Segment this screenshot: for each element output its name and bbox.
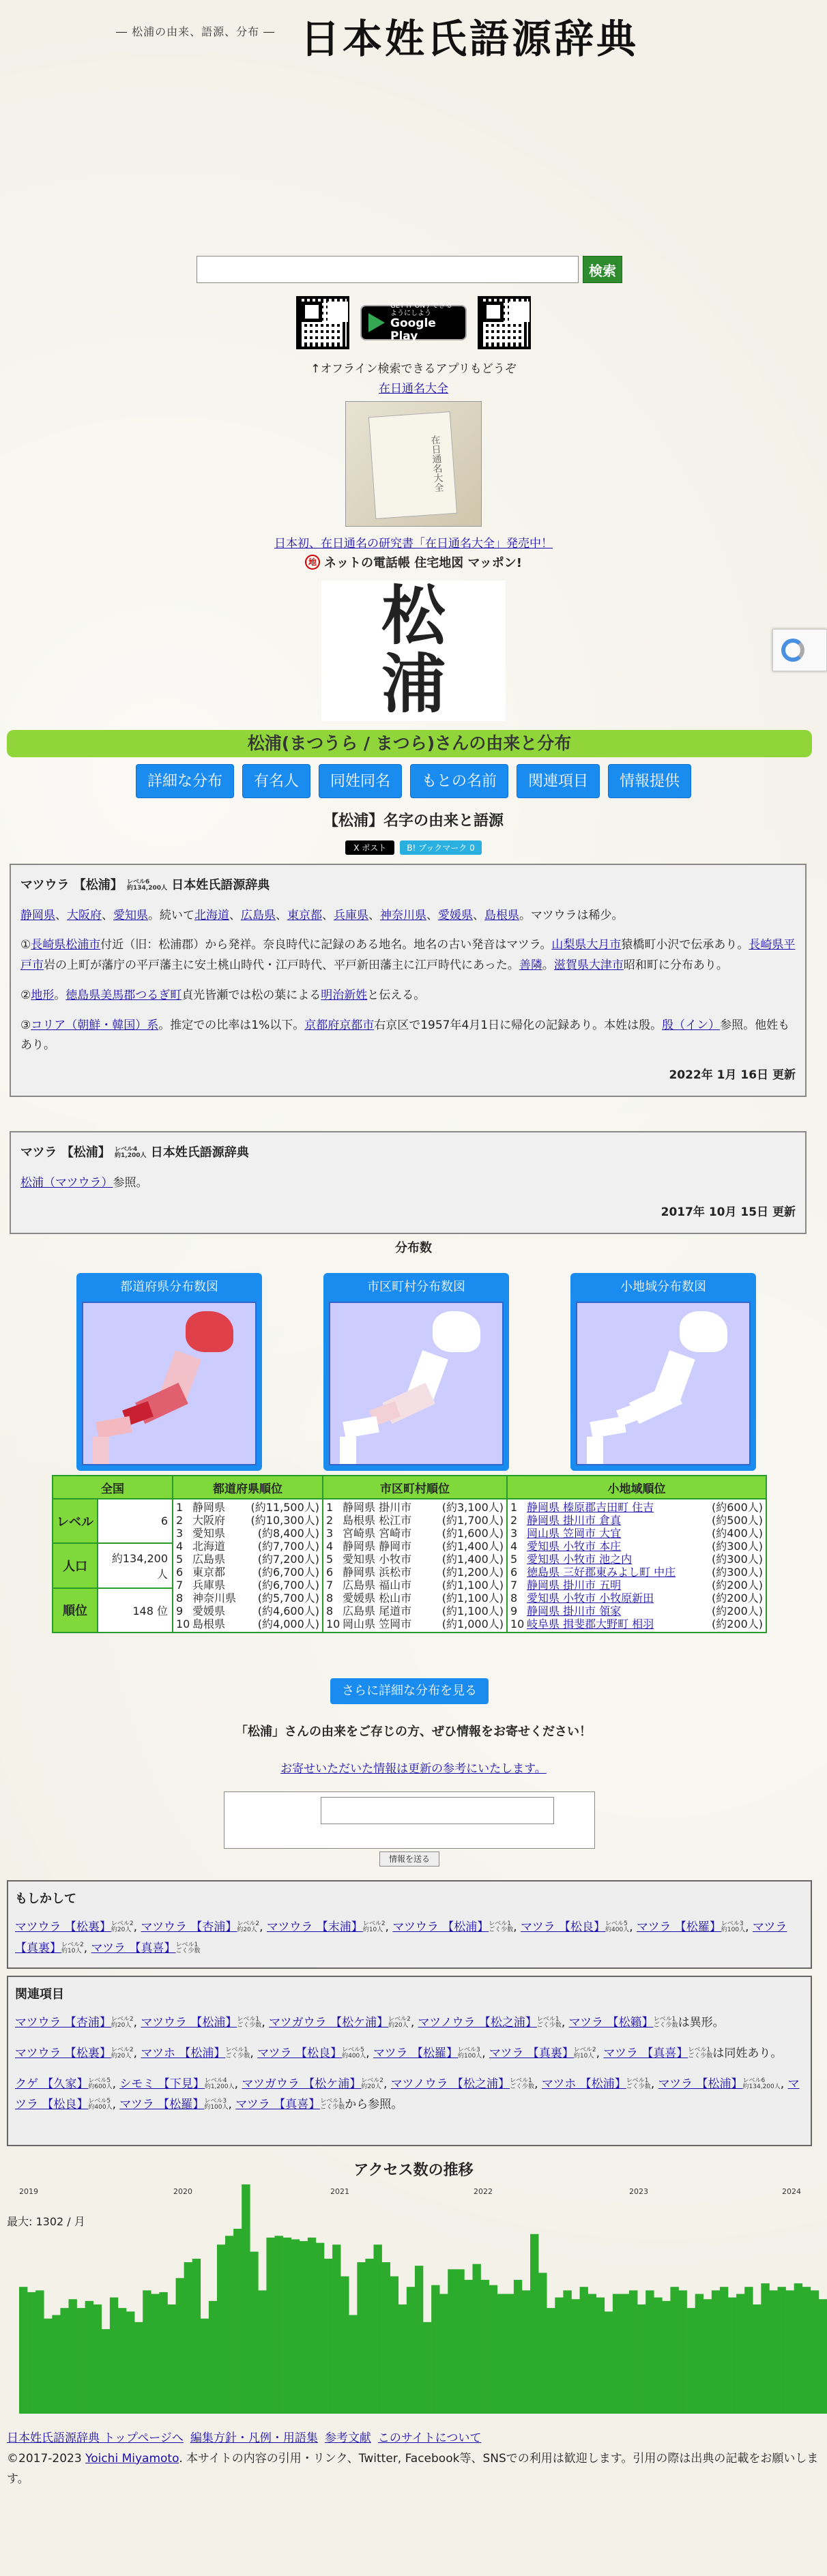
access-bar (159, 2292, 167, 2414)
access-bar (258, 2290, 266, 2414)
access-bar (126, 2311, 134, 2414)
rank-row: 2 静岡県 掛川市 倉真 (約500人) (510, 1514, 763, 1527)
year-label: 2023 (629, 2187, 648, 2196)
access-bar (349, 2315, 357, 2414)
footer-link-top[interactable]: 日本姓氏語源辞典 トップページへ (7, 2431, 184, 2445)
rank-place: 愛媛県 (192, 1605, 226, 1618)
access-bar (225, 2236, 233, 2414)
rank-place-link[interactable]: 静岡県 掛川市 倉真 (527, 1514, 622, 1527)
access-bar (703, 2299, 712, 2414)
search-input[interactable] (197, 256, 579, 283)
access-bar (340, 2277, 349, 2414)
promo-area (0, 296, 827, 721)
access-bar (514, 2280, 522, 2414)
population-label: 人口 (53, 1543, 98, 1587)
rank-place: 広島県 福山市 (343, 1579, 412, 1592)
nav-famous-button[interactable]: 有名人 (242, 764, 310, 798)
related-variants: マツウラ 【杏浦】レベル2 約20人 , マツウラ 【松浦】レベル1 ごく少数, マツガウラ 【松ケ浦】レベル2 約20人 , マツノウラ 【松之浦】レベル1 ごく少数, マツラ 【松籟】レベル1 ごく少数は異形。 (15, 2016, 725, 2030)
header-national: 全国 (53, 1476, 173, 1499)
rank-place-link[interactable]: 愛知県 小牧市 本庄 (527, 1540, 622, 1553)
city-map-card[interactable]: 市区町村分布数図 (323, 1273, 509, 1471)
rank-row: 7 静岡県 掛川市 五明 (約200人) (510, 1579, 763, 1592)
access-bar (192, 2259, 201, 2414)
surname-link[interactable]: マツラ 【松羅】 (637, 1920, 721, 1935)
rank-place-link[interactable]: 静岡県 榛原郡吉田町 住吉 (527, 1501, 654, 1514)
access-bar (547, 2308, 555, 2414)
surname-link[interactable]: マツホ 【松浦】 (141, 2046, 226, 2060)
rank-place: 広島県 尾道市 (343, 1605, 412, 1618)
access-bar (819, 2299, 827, 2414)
footer-link-policy[interactable]: 編集方針・凡例・用語集 (190, 2431, 318, 2445)
surname-link[interactable]: マツウラ 【末浦】 (266, 1920, 363, 1935)
prefecture-rank-list (173, 1499, 322, 1632)
related-head: 関連項目 (15, 1987, 64, 2002)
hatena-bookmark-button[interactable]: B! ブックマーク 0 (400, 840, 481, 855)
access-bar (670, 2287, 678, 2414)
surname-link[interactable]: マツラ 【真喜】 (603, 2046, 688, 2060)
access-bar (357, 2262, 365, 2414)
access-bar (571, 2299, 579, 2414)
x-post-button[interactable]: X ポスト (345, 840, 394, 855)
surname-link[interactable]: マツラ 【松良】 (521, 1920, 605, 1935)
access-bar (464, 2280, 472, 2414)
request-text: 「松浦」さんの由来をご存じの方、ぜひ情報をお寄せください！ (235, 1725, 592, 1739)
surname-link[interactable]: マツガウラ 【松ケ浦】 (242, 2077, 362, 2091)
entry-date: 2017年 10月 15日 更新 (661, 1205, 796, 1220)
rank-row: 1 静岡県 榛原郡吉田町 住吉 (約600人) (510, 1501, 763, 1514)
play-store-icon (368, 313, 385, 332)
rank-row: 10 岡山県 笠岡市 (約1,000人) (326, 1618, 504, 1630)
app-download-row (0, 296, 827, 349)
level-value: 6 (98, 1499, 173, 1543)
entry-matsura (10, 1131, 807, 1234)
surname-link[interactable]: マツラ 【松良】 (257, 2046, 343, 2060)
access-bar (712, 2290, 720, 2414)
request-link[interactable]: お寄せいただいた情報は更新の参考にいたします。 (280, 1762, 547, 1776)
prefecture-map-card[interactable]: 都道府県分布数図 (76, 1273, 262, 1471)
access-bar (374, 2244, 382, 2414)
rank-place-link[interactable]: 静岡県 掛川市 五明 (527, 1579, 622, 1592)
entry-para-3: ②地形。徳島県美馬郡つるぎ町貞光皆瀬では松の葉による明治新姓と伝える。 (20, 988, 426, 1002)
surname-link[interactable]: マツウラ 【松浦】 (141, 2016, 237, 2030)
access-bar (530, 2234, 538, 2414)
rank-row: 3 愛知県 (約8,400人) (176, 1527, 319, 1540)
rank-place: 島根県 (192, 1618, 226, 1630)
access-bar (645, 2290, 654, 2414)
access-bar (242, 2184, 250, 2414)
rank-row: 4 北海道 (約7,700人) (176, 1540, 319, 1553)
rank-row: 5 愛知県 小牧市 (約1,400人) (326, 1553, 504, 1566)
page-title: 松浦(まつうら / まつら)さんの由来と分布 (7, 730, 812, 757)
more-distribution-button[interactable]: さらに詳細な分布を見る (330, 1678, 489, 1704)
surname-link[interactable]: マツウラ 【松浦】 (392, 1920, 489, 1935)
city-rank-list (323, 1499, 506, 1632)
maybe-list: マツウラ 【松裏】レベル2 約20人 , マツウラ 【杏浦】レベル2 約20人 , マツウラ 【末浦】レベル2 約10人 , マツウラ 【松浦】レベル1 ごく少数, マツラ 【松良】レベル5 約400人, マツラ 【松羅】レベル3 約100人, マツラ 【真裏】レベル2 約10人 , マツラ 【真喜】レベル1 ごく少数 (15, 1920, 787, 1955)
rank-row: 6 静岡県 浜松市 (約1,200人) (326, 1566, 504, 1579)
rank-place-link[interactable]: 岐阜県 揖斐郡大野町 相羽 (527, 1618, 654, 1630)
play-badge-big: Google Play (390, 317, 436, 343)
rank-place-link[interactable]: 愛知県 小牧市 小牧原新田 (527, 1592, 654, 1605)
access-bar (332, 2244, 340, 2414)
related-same-surname: マツウラ 【松裏】レベル2 約20人 , マツホ 【松浦】レベル1 ごく少数, マツラ 【松良】レベル5 約400人, マツラ 【松羅】レベル3 約100人, マツラ 【真裏】レベル2 約10人 , マツラ 【真喜】レベル1 ごく少数は同姓あり。 (15, 2046, 783, 2060)
share-buttons (0, 840, 827, 855)
rank-row: 4 愛知県 小牧市 本庄 (約300人) (510, 1540, 763, 1553)
footer (7, 2429, 820, 2489)
rank-place: 静岡県 掛川市 (343, 1501, 412, 1514)
access-bar (102, 2329, 110, 2414)
header-prefecture: 都道府県順位 (173, 1476, 323, 1499)
section-nav (0, 764, 827, 798)
access-bar (481, 2280, 489, 2414)
access-bar (580, 2287, 588, 2414)
recaptcha-badge[interactable] (772, 629, 827, 671)
access-bar (266, 2238, 274, 2414)
access-bar (398, 2304, 407, 2414)
footer-link-references[interactable]: 参考文献 (324, 2431, 371, 2445)
book-image[interactable] (345, 401, 482, 527)
access-bar (93, 2304, 102, 2414)
access-bar (596, 2298, 605, 2414)
zainichi-link[interactable]: 在日通名大全 (379, 382, 448, 396)
search-button[interactable]: 検索 (583, 256, 622, 283)
year-label: 2021 (330, 2187, 349, 2196)
rank-row: 4 静岡県 静岡市 (約1,400人) (326, 1540, 504, 1553)
access-bar (744, 2287, 753, 2414)
entry-date: 2022年 1月 16日 更新 (669, 1068, 796, 1082)
rank-place: 岡山県 笠岡市 (343, 1618, 412, 1630)
access-title: アクセス数の推移 (353, 2162, 474, 2179)
year-label: 2022 (474, 2187, 493, 2196)
access-bar (316, 2243, 324, 2414)
access-bar (456, 2269, 464, 2414)
entry-para-2: ①長崎県松浦市付近（旧：松浦郡）から発祥。奈良時代に記録のある地名。地名の古い発音はマツラ。山梨県大月市猿橋町小沢で伝承あり。長崎県平戸市岩の上町が藩庁の平戸藩主に安土桃山時代・江戸時代、平戸新田藩主に江戸時代にあった。善隣。滋賀県大津市昭和町に分布あり。 (20, 938, 796, 972)
access-bar (654, 2298, 662, 2414)
rank-place: 宮崎県 宮崎市 (343, 1527, 412, 1540)
book-cover-text: 在日通名大全 (368, 411, 457, 519)
rank-row: 8 愛知県 小牧市 小牧原新田 (約200人) (510, 1592, 763, 1605)
access-bar (761, 2283, 769, 2414)
distribution-maps (76, 1273, 756, 1471)
rank-row: 8 広島県 尾道市 (約1,100人) (326, 1605, 504, 1618)
access-bar (44, 2319, 52, 2414)
access-bar (250, 2252, 258, 2414)
small-area-rank-list (508, 1499, 766, 1632)
qr-code-icon (478, 296, 531, 349)
access-bar (736, 2294, 744, 2414)
rank-place: 島根県 松江市 (343, 1514, 412, 1527)
access-bar (217, 2244, 225, 2414)
surname-link[interactable]: マツガウラ 【松ケ浦】 (269, 2016, 389, 2030)
recaptcha-icon (781, 639, 804, 662)
japan-map-small-area (576, 1302, 751, 1465)
ranking-table (52, 1475, 767, 1633)
access-bar (415, 2266, 423, 2414)
book-link[interactable]: 日本初、在日通名の研究書「在日通名大全」発売中！ (274, 537, 553, 551)
access-bar (489, 2285, 497, 2414)
access-bar (27, 2292, 35, 2414)
surname-link[interactable]: マツラ 【松羅】 (373, 2046, 458, 2060)
maybe-head: もしかして (15, 1892, 76, 1906)
rank-place: 大阪府 (192, 1514, 226, 1527)
access-bar (77, 2308, 85, 2414)
access-bar (629, 2290, 637, 2414)
play-badge-small: GET IT ON / できるようにしよう (390, 302, 452, 318)
access-bar (167, 2304, 175, 2414)
population-value: 約134,200人 (98, 1543, 173, 1587)
japan-map-prefecture (82, 1302, 257, 1465)
access-bar (291, 2240, 300, 2414)
rank-place: 静岡県 浜松市 (343, 1566, 412, 1579)
access-bar (233, 2229, 242, 2414)
rank-row: 5 広島県 (約7,200人) (176, 1553, 319, 1566)
rank-place-link[interactable]: 岡山県 笠岡市 大宜 (527, 1527, 622, 1540)
rank-row: 10 岐阜県 揖斐郡大野町 相羽 (約200人) (510, 1618, 763, 1630)
access-bar (431, 2285, 439, 2414)
surname-link[interactable]: マツラ 【松羅】 (119, 2098, 205, 2112)
nav-related-button[interactable]: 関連項目 (517, 764, 600, 798)
map-ad-text: ネットの電話帳 住宅地図 マッポン! (323, 556, 523, 570)
map-icon: 地 (305, 555, 320, 570)
access-bar (85, 2301, 93, 2414)
access-bar (439, 2294, 448, 2414)
access-bar (68, 2299, 76, 2414)
surname-link[interactable]: マツノウラ 【松之浦】 (418, 2016, 537, 2030)
access-bar (679, 2290, 687, 2414)
rank-place: 静岡県 (192, 1501, 226, 1514)
rank-place-link[interactable]: 静岡県 掛川市 領家 (527, 1605, 622, 1618)
small-area-map-card[interactable]: 小地域分布数図 (570, 1273, 756, 1471)
surname-link[interactable]: マツホ 【松浦】 (541, 2077, 626, 2091)
surname-link[interactable]: マツラ 【真裏】 (489, 2046, 574, 2060)
rank-place-link[interactable]: 愛知県 小牧市 池之内 (527, 1553, 633, 1566)
rank-row: 7 兵庫県 (約6,700人) (176, 1579, 319, 1592)
header-city: 市区町村順位 (323, 1476, 507, 1499)
rank-row: 10 島根県 (約4,000人) (176, 1618, 319, 1630)
nav-info-button[interactable]: 情報提供 (608, 764, 691, 798)
entry-para-4: ③コリア（朝鮮・韓国）系。推定での比率は1%以下。京都府京都市右京区で1957年4月1日に帰化の記録あり。本姓は殷。殷（イン）参照。他姓もあり。 (20, 1018, 790, 1053)
map-ad[interactable] (0, 553, 827, 571)
rank-place: 静岡県 静岡市 (343, 1540, 412, 1553)
site-header (0, 0, 827, 75)
surname-link[interactable]: マツラ 【松良】 (15, 2077, 800, 2112)
surname-link[interactable]: マツノウラ 【松之浦】 (390, 2077, 510, 2091)
entry-head: マツウラ 【松浦】 レベル6 約134,200人 日本姓氏語源辞典 (20, 878, 270, 892)
rank-row: 3 岡山県 笠岡市 大宜 (約400人) (510, 1527, 763, 1540)
access-bar (769, 2290, 777, 2414)
access-bar (407, 2287, 415, 2414)
surname-link[interactable]: マツラ 【松浦】 (658, 2077, 743, 2091)
access-bar (563, 2290, 571, 2414)
access-bar (695, 2294, 703, 2414)
rank-row: 3 宮崎県 宮崎市 (約1,600人) (326, 1527, 504, 1540)
year-label: 2019 (19, 2187, 38, 2196)
access-bar (19, 2287, 27, 2414)
rank-place: 愛知県 小牧市 (343, 1553, 412, 1566)
kanji-char-2: 浦 (381, 647, 446, 722)
offline-note: ↑オフライン検索できるアプリもどうぞ (310, 362, 517, 376)
nav-same-name-button[interactable]: 同姓同名 (319, 764, 402, 798)
access-bar (613, 2294, 621, 2414)
surname-link[interactable]: マツラ 【真喜】 (91, 1941, 176, 1955)
japan-map-city (329, 1302, 504, 1465)
rank-row: 2 島根県 松江市 (約1,700人) (326, 1514, 504, 1527)
access-bar (794, 2283, 802, 2414)
footer-links (7, 2429, 820, 2449)
access-chart (19, 2180, 827, 2414)
access-bar (390, 2277, 398, 2414)
access-bar (110, 2298, 118, 2414)
access-bar (382, 2262, 390, 2414)
qr-code-icon (296, 296, 349, 349)
access-bar (283, 2238, 291, 2414)
access-bar (728, 2298, 736, 2414)
entry-para-1: 松浦（マツウラ）参照。 (20, 1175, 148, 1190)
rank-row: 6 東京都 (約6,700人) (176, 1566, 319, 1579)
entry-para-1: 静岡県、大阪府、愛知県。続いて北海道、広島県、東京都、兵庫県、神奈川県、愛媛県、島根県。マツウラは稀少。 (20, 908, 624, 922)
footer-link-about[interactable]: このサイトについて (377, 2431, 482, 2445)
entry-head: マツラ 【松浦】 レベル4 約1,200人 日本姓氏語源辞典 (20, 1145, 249, 1160)
access-bar (324, 2259, 332, 2414)
send-info-button[interactable]: 情報を送る (379, 1852, 439, 1867)
surname-link[interactable]: マツウラ 【杏浦】 (15, 2016, 111, 2030)
rank-place: 広島県 (192, 1553, 226, 1566)
surname-kanji-display (321, 581, 506, 721)
maybe-box (7, 1880, 812, 1969)
access-bar (151, 2294, 159, 2414)
access-bar (209, 2301, 217, 2414)
rank-label: 順位 (53, 1588, 98, 1633)
rank-value: 148 位 (98, 1588, 173, 1633)
origin-heading: 【松浦】名字の由来と語源 (323, 813, 504, 830)
surname-link[interactable]: マツラ 【真喜】 (235, 2098, 321, 2112)
access-bar (802, 2287, 811, 2414)
rank-place: 東京都 (192, 1566, 226, 1579)
access-bar (753, 2304, 761, 2414)
distribution-label: 分布数 (395, 1241, 432, 1255)
access-bar (35, 2290, 44, 2414)
access-bar (118, 2308, 126, 2414)
google-play-badge[interactable] (360, 302, 467, 343)
surname-link[interactable]: マツラ 【真裏】 (15, 1920, 787, 1955)
rank-row: 5 愛知県 小牧市 池之内 (約300人) (510, 1553, 763, 1566)
access-bar (538, 2273, 547, 2414)
access-bar (662, 2301, 670, 2414)
access-bar (605, 2311, 613, 2414)
access-bar (308, 2238, 316, 2414)
access-bar (448, 2269, 456, 2414)
access-bar (720, 2287, 728, 2414)
access-bar (134, 2322, 143, 2414)
surname-link[interactable]: クゲ 【久家】 (15, 2077, 89, 2091)
access-bar (423, 2322, 431, 2414)
access-bar (778, 2287, 786, 2414)
access-bar (555, 2298, 563, 2414)
level-label: レベル (53, 1499, 98, 1543)
access-bar (786, 2290, 794, 2414)
rank-place: 北海道 (192, 1540, 226, 1553)
info-name-input[interactable] (321, 1797, 554, 1824)
access-bar (637, 2304, 645, 2414)
site-title-link[interactable]: 日本姓氏語源辞典 (300, 16, 639, 62)
rank-row: 1 静岡県 (約11,500人) (176, 1501, 319, 1514)
access-bar (621, 2294, 629, 2414)
rank-place-link[interactable]: 徳島県 三好郡東みよし町 中庄 (527, 1566, 676, 1579)
rank-row: 9 愛媛県 (約4,600人) (176, 1605, 319, 1618)
access-bar (60, 2308, 68, 2414)
access-bar (506, 2294, 514, 2414)
rank-row: 2 大阪府 (約10,300人) (176, 1514, 319, 1527)
access-bar (811, 2290, 819, 2414)
rank-place: 兵庫県 (192, 1579, 226, 1592)
related-box (7, 1976, 812, 2146)
access-bar (687, 2308, 695, 2414)
copyright: ©2017-2023 Yoichi Miyamoto. 本サイトの内容の引用・リンク、Twitter, Facebook等、SNSでの利用は歓迎します。引用の際は出典の記載をお願いします。 (7, 2451, 819, 2486)
surname-link[interactable]: マツウラ 【松裏】 (15, 2046, 111, 2060)
year-label: 2024 (782, 2187, 801, 2196)
related-references: クゲ 【久家】レベル5 約600人, シモミ 【下見】レベル4 約1,200人, マツガウラ 【松ケ浦】レベル2 約20人 , マツノウラ 【松之浦】レベル1 ごく少数, マツホ 【松浦】レベル1 ごく少数, マツラ 【松浦】レベル6 約134,200人, マツラ 【松良】レベル5 約400人, マツラ 【松羅】レベル3 約100人, マツラ 【真喜】レベル1 ごく少数から参照。 (15, 2077, 800, 2112)
access-max-label: 最大: 1302 / 月 (7, 2215, 85, 2228)
access-bar (472, 2264, 480, 2414)
surname-link[interactable]: シモミ 【下見】 (119, 2077, 205, 2091)
access-bar (522, 2290, 530, 2414)
rank-place: 神奈川県 (192, 1592, 237, 1605)
surname-link[interactable]: マツラ 【松籟】 (568, 2016, 654, 2030)
rank-place: 愛媛県 松山市 (343, 1592, 412, 1605)
rank-row: 9 静岡県 掛川市 領家 (約200人) (510, 1605, 763, 1618)
access-bar (176, 2278, 184, 2414)
header-small-area: 小地域順位 (507, 1476, 766, 1499)
access-bar (275, 2236, 283, 2414)
nav-distribution-button[interactable]: 詳細な分布 (136, 764, 234, 798)
rank-row: 8 愛媛県 松山市 (約1,100人) (326, 1592, 504, 1605)
year-label: 2020 (173, 2187, 192, 2196)
rank-row: 6 徳島県 三好郡東みよし町 中庄 (約300人) (510, 1566, 763, 1579)
rank-row: 7 広島県 福山市 (約1,100人) (326, 1579, 504, 1592)
access-bar (184, 2262, 192, 2414)
author-link[interactable]: Yoichi Miyamoto (85, 2451, 179, 2465)
rank-row: 1 静岡県 掛川市 (約3,100人) (326, 1501, 504, 1514)
surname-link[interactable]: マツウラ 【松裏】 (15, 1920, 111, 1935)
access-bar (300, 2241, 308, 2414)
header-tagline: ― 松浦の由来、語源、分布 ― (116, 25, 276, 38)
rank-row: 8 神奈川県 (約5,700人) (176, 1592, 319, 1605)
access-bar (588, 2294, 596, 2414)
kanji-char-1: 松 (381, 579, 446, 654)
access-bar (365, 2259, 373, 2414)
surname-link[interactable]: マツウラ 【杏浦】 (141, 1920, 237, 1935)
access-bar (143, 2290, 151, 2414)
access-bar (201, 2319, 209, 2414)
search-bar (197, 256, 622, 283)
access-bar (52, 2315, 60, 2414)
entry-matsuura (10, 864, 807, 1097)
rank-place: 愛知県 (192, 1527, 226, 1540)
nav-original-name-button[interactable]: もとの名前 (410, 764, 508, 798)
access-bar (497, 2294, 506, 2414)
